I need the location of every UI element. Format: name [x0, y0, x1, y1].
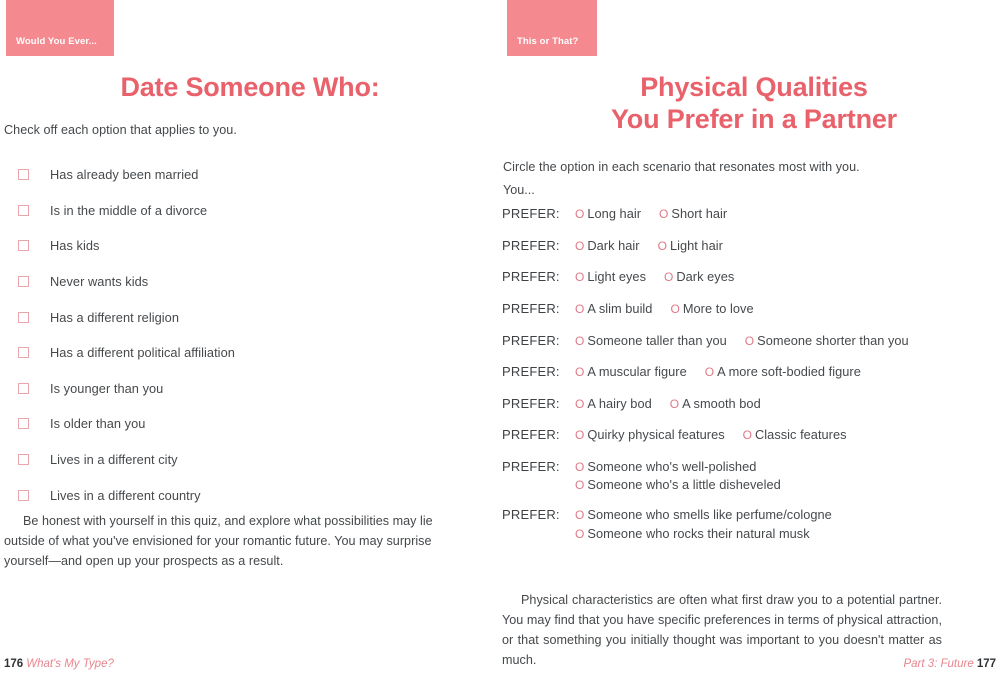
checklist-item-label: Is older than you: [50, 416, 146, 432]
prefer-row: [502, 205, 952, 223]
prefer-row: [502, 237, 952, 255]
prefer-options: [575, 237, 723, 255]
prefer-option[interactable]: [670, 300, 753, 318]
instruction-left: Check off each option that applies to you.: [4, 123, 237, 137]
checklist-item[interactable]: [18, 157, 458, 193]
radio-circle-icon[interactable]: O: [657, 238, 667, 253]
checkbox-icon[interactable]: [18, 240, 29, 251]
checklist-item[interactable]: [18, 406, 458, 442]
prefer-option[interactable]: [575, 426, 725, 444]
prefer-options: [575, 458, 781, 494]
prefer-option[interactable]: [575, 363, 687, 381]
checklist-item[interactable]: [18, 299, 458, 335]
prefer-option-label: Short hair: [671, 206, 728, 221]
prefer-option-label: More to love: [682, 300, 754, 316]
prefer-row: [502, 363, 952, 381]
closing-paragraph-right: Physical characteristics are often what first draw you to a potential partner. You may find that you have specific preferences in terms of physical attraction, or that something you initially thought was important to you doesn't matter as much.: [502, 593, 942, 667]
prefer-option[interactable]: [670, 395, 761, 413]
checklist-item-label: Is younger than you: [50, 380, 164, 396]
section-tab-this-or-that: [507, 0, 597, 56]
page-number-left: 176: [4, 658, 24, 670]
checklist-item-label: Has a different political affiliation: [50, 345, 235, 361]
checklist-item-label: Has kids: [50, 238, 100, 254]
prefer-options: [575, 300, 754, 318]
prefer-options: [575, 268, 734, 286]
checkbox-icon[interactable]: [18, 312, 29, 323]
checklist-item[interactable]: [18, 228, 458, 264]
prefer-row: [502, 506, 952, 542]
prefer-option-label: Light eyes: [587, 269, 647, 285]
prefer-label: PREFER:: [502, 237, 560, 253]
page-number-right: 177: [976, 658, 996, 670]
radio-circle-icon[interactable]: O: [575, 478, 585, 493]
prefer-option-label: Light hair: [669, 237, 723, 253]
prefer-option[interactable]: [575, 332, 727, 350]
prefer-option[interactable]: [575, 476, 781, 494]
prefer-option[interactable]: [664, 268, 734, 286]
prefer-label: PREFER:: [502, 427, 560, 443]
checklist-item[interactable]: [18, 371, 458, 407]
prefer-option[interactable]: [575, 506, 832, 524]
checkbox-icon[interactable]: [18, 454, 29, 465]
checkbox-icon[interactable]: [18, 169, 29, 180]
radio-circle-icon[interactable]: O: [575, 365, 585, 380]
radio-circle-icon[interactable]: O: [670, 301, 680, 316]
prefer-label: PREFER:: [502, 395, 560, 411]
footer-left: [4, 658, 114, 670]
checklist-item-label: Lives in a different city: [50, 452, 178, 468]
prefer-option[interactable]: [575, 268, 646, 286]
checkbox-icon[interactable]: [18, 276, 29, 287]
prefer-option[interactable]: [659, 205, 727, 223]
instruction-right: Circle the option in each scenario that resonates most with you.: [503, 160, 860, 174]
radio-circle-icon[interactable]: O: [575, 301, 585, 316]
prefer-option-label: Dark eyes: [676, 269, 735, 285]
prefer-option-label: Someone who rocks their natural musk: [587, 525, 810, 541]
prefer-option[interactable]: [575, 205, 641, 223]
closing-paragraph-left: Be honest with yourself in this quiz, and explore what possibilities may lie outside of what you've envisioned for your romantic future. You may surprise yourself—and open up your prospects as a result.: [4, 514, 433, 568]
section-tab-would-you-ever: [6, 0, 114, 56]
prefer-label: PREFER:: [502, 300, 560, 316]
prefer-option[interactable]: [575, 237, 640, 255]
radio-circle-icon[interactable]: O: [575, 460, 585, 475]
checkbox-icon[interactable]: [18, 418, 29, 429]
checkbox-icon[interactable]: [18, 383, 29, 394]
prefer-options: [575, 332, 909, 350]
prefer-option-label: Someone who's a little disheveled: [587, 477, 781, 493]
prefer-option-label: A hairy bod: [587, 395, 652, 411]
prefer-list: [502, 205, 952, 555]
prefer-option-label: Long hair: [587, 206, 642, 221]
page-title-line-1: Physical Qualities: [640, 72, 868, 102]
prefer-option-label: A slim build: [587, 300, 653, 316]
running-head-right: Part 3: Future: [903, 658, 974, 670]
prefer-options: [575, 395, 761, 413]
radio-circle-icon[interactable]: O: [704, 365, 715, 380]
prefer-row: [502, 458, 952, 494]
prefer-option[interactable]: [575, 525, 832, 543]
radio-circle-icon[interactable]: O: [659, 207, 669, 221]
checklist-item[interactable]: [18, 193, 458, 229]
prefer-row: [502, 268, 952, 286]
prefer-option-label: Dark hair: [587, 237, 640, 253]
checkbox-icon[interactable]: [18, 490, 29, 501]
checkbox-icon[interactable]: [18, 205, 29, 216]
prefer-label: PREFER:: [502, 332, 560, 348]
running-head-left: What's My Type?: [26, 658, 114, 670]
prefer-row: [502, 332, 952, 350]
prefer-option-label: Someone who's well-polished: [587, 459, 757, 475]
checklist-item-label: Lives in a different country: [50, 487, 201, 503]
prefer-options: [575, 426, 847, 444]
checkbox-icon[interactable]: [18, 347, 29, 358]
checklist-item[interactable]: [18, 335, 458, 371]
radio-circle-icon[interactable]: O: [669, 396, 680, 411]
prefer-option[interactable]: [705, 363, 861, 381]
prefer-option-label: Classic features: [755, 427, 847, 443]
prefer-label: PREFER:: [502, 364, 560, 380]
prefer-option[interactable]: [658, 237, 723, 255]
checklist-item[interactable]: [18, 442, 458, 478]
radio-circle-icon[interactable]: O: [575, 238, 585, 253]
prefer-option-label: Someone who smells like perfume/cologne: [587, 507, 832, 523]
right-page: [500, 0, 1000, 683]
prefer-option[interactable]: [575, 395, 652, 413]
prefer-row: [502, 426, 952, 444]
prefer-option-label: A more soft-bodied figure: [717, 364, 861, 380]
radio-circle-icon[interactable]: O: [742, 428, 753, 443]
checklist-item-label: Never wants kids: [50, 274, 149, 290]
prefer-option-label: Quirky physical features: [587, 427, 725, 443]
radio-circle-icon[interactable]: O: [575, 207, 585, 221]
section-tab-label: Would You Ever...: [16, 36, 97, 47]
prefer-label: PREFER:: [502, 269, 560, 285]
prefer-row: [502, 395, 952, 413]
page-title-line-2: You Prefer in a Partner: [611, 103, 897, 134]
checklist-item[interactable]: [18, 264, 458, 300]
prefer-option-label: Someone taller than you: [587, 332, 727, 348]
prefer-option[interactable]: [575, 458, 781, 476]
radio-circle-icon[interactable]: O: [575, 270, 585, 285]
radio-circle-icon[interactable]: O: [744, 333, 755, 348]
radio-circle-icon[interactable]: O: [575, 333, 585, 348]
prefer-label: PREFER:: [502, 507, 560, 523]
prefer-option[interactable]: [575, 300, 652, 318]
prefer-options: [575, 205, 727, 223]
checklist-item-label: Is in the middle of a divorce: [50, 202, 208, 218]
checklist-item-label: Has already been married: [50, 167, 199, 183]
checklist-item-label: Has a different religion: [50, 309, 180, 325]
radio-circle-icon[interactable]: O: [575, 526, 585, 541]
radio-circle-icon[interactable]: O: [575, 396, 585, 411]
prefer-option[interactable]: [743, 426, 847, 444]
radio-circle-icon[interactable]: O: [575, 428, 585, 443]
prompt-stem: You...: [503, 183, 535, 197]
radio-circle-icon[interactable]: O: [575, 508, 585, 523]
prefer-options: [575, 506, 832, 542]
prefer-label: PREFER:: [502, 459, 560, 475]
footer-right: [903, 658, 996, 670]
prefer-option-label: A smooth bod: [682, 395, 761, 411]
prefer-option-label: Someone shorter than you: [757, 332, 909, 348]
prefer-row: [502, 300, 952, 318]
page-title-right: [518, 72, 990, 136]
prefer-label: PREFER:: [502, 206, 560, 221]
checklist: [18, 157, 458, 513]
page-title-left: Date Someone Who:: [120, 72, 380, 102]
prefer-option[interactable]: [745, 332, 909, 350]
prefer-options: [575, 363, 861, 381]
checklist-item[interactable]: [18, 477, 458, 513]
prefer-option-label: A muscular figure: [587, 364, 687, 380]
section-tab-label: This or That?: [517, 36, 579, 47]
radio-circle-icon[interactable]: O: [664, 270, 674, 285]
